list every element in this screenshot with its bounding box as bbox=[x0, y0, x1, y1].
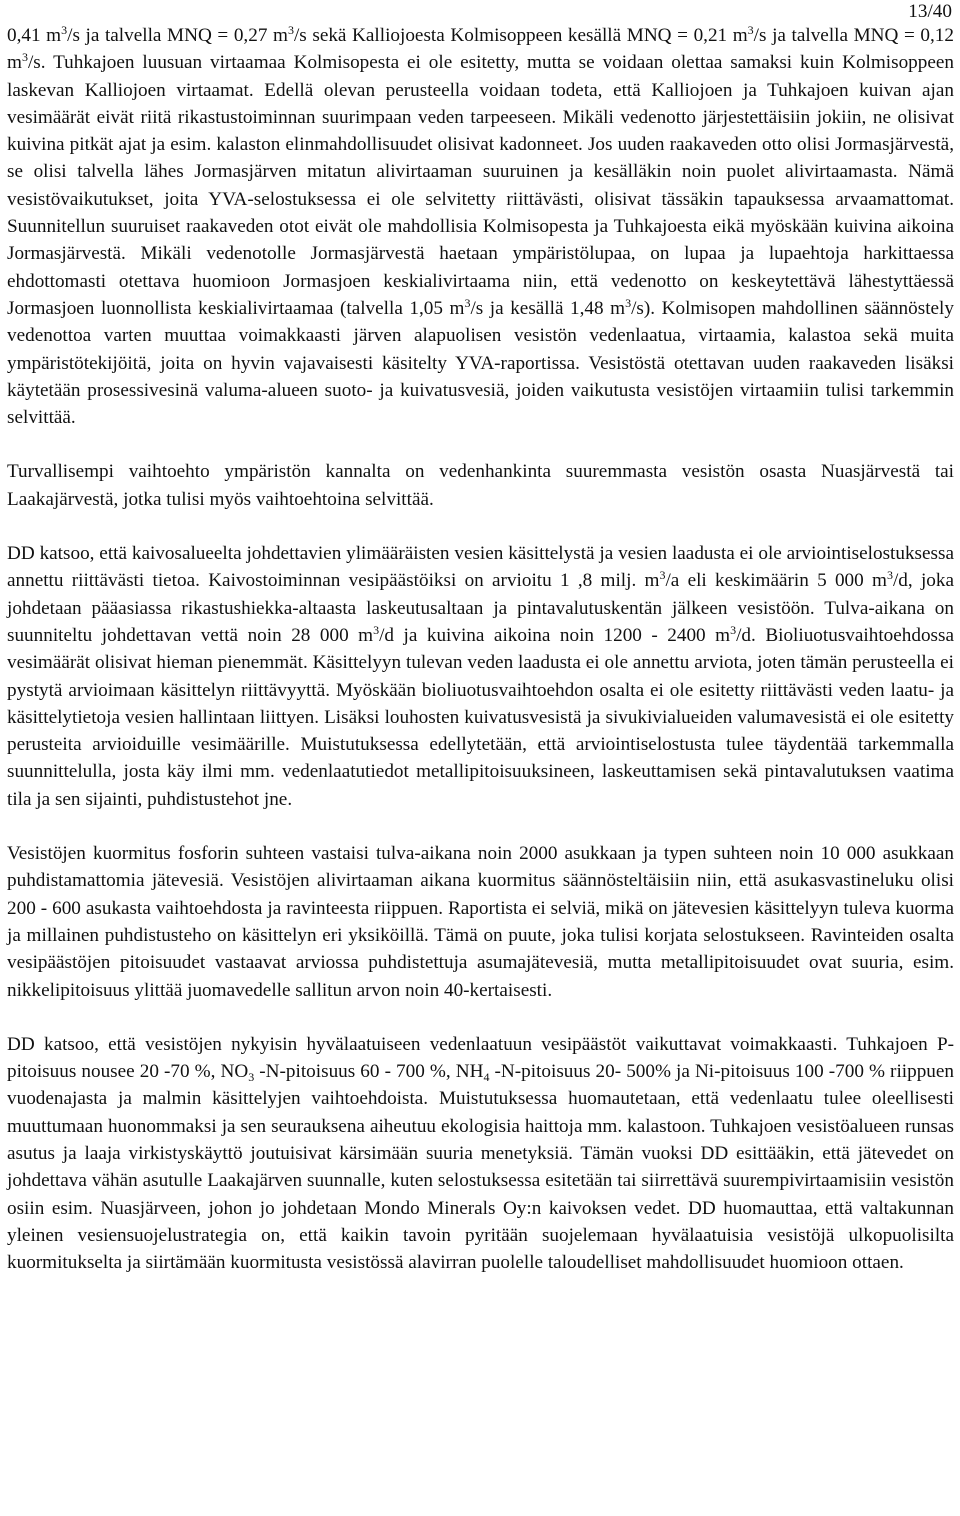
body-text bbox=[7, 0, 954, 1276]
text-run: /s). Kolmisopen mahdollinen säännöstely vedenottoa varten muuttaa voimakkaasti järven alapuolisen vesistön vedenlaatua, virtaamia, kalastoa sekä muita ympäristötekijöitä, joita on hyvin vajavaisesti käsitelty YVA-raportissa. Vesistöstä otettavan uuden raakaveden lisäksi käytetään prosessivesinä valuma-alueen suoto- ja kuivatusvesiä, joiden vaikutusta vesistöjen virtaamiin tulisi tarkemmin selvittää. bbox=[7, 297, 954, 429]
text-run: /s ja talvella MNQ = 0,27 m bbox=[67, 25, 288, 46]
paragraph bbox=[7, 540, 954, 813]
superscript: 3 bbox=[373, 622, 380, 637]
subscript: 4 bbox=[483, 1070, 490, 1085]
superscript: 3 bbox=[730, 622, 737, 637]
paragraph bbox=[7, 840, 954, 1004]
paragraph bbox=[7, 458, 954, 513]
text-run: Turvallisempi vaihtoehto ympäristön kannalta on vedenhankinta suuremmasta vesistön osasta Nuasjärvestä tai Laakajärvestä, jotka tulisi myös vaihtoehtoina selvittää. bbox=[7, 461, 954, 510]
text-run: /d ja kuivina aikoina noin 1200 - 2400 m bbox=[379, 624, 731, 646]
page-number: 13/40 bbox=[908, 1, 952, 22]
superscript: 3 bbox=[747, 23, 754, 37]
text-run: Vesistöjen kuormitus fosforin suhteen vastaisi tulva-aikana noin 2000 asukkaan ja typen suhteen noin 10 000 asukkaan puhdistamattomia jätevesiä. Vesistöjen alivirtaaman aikana kuormitus säännösteltäisiin niin, että asukasvastineluku olisi 200 - 600 asukasta vaihtoehdosta ja ravinteesta riippuen. Raportista ei selviä, mikä on jätevesien käsittelyyn tuleva kuorma ja millainen puhdistusteho on käsittelyn eri yksiköillä. Tämä on puute, joka tulisi korjata selostukseen. Ravinteiden osalta vesipäästöjen pitoisuudet vastaavat arviossa puhdistettuja asumajätevesiä, mutta metallipitoisuudet ovat suuria, esim. nikkelipitoisuus ylittää juomavedelle sallitun arvon noin 40-kertaisesti. bbox=[7, 843, 954, 1001]
paragraph bbox=[7, 1031, 954, 1277]
superscript: 3 bbox=[61, 23, 68, 37]
superscript: 3 bbox=[21, 50, 28, 65]
superscript: 3 bbox=[464, 295, 471, 310]
superscript: 3 bbox=[659, 568, 666, 583]
paragraph bbox=[7, 22, 954, 431]
text-run: DD katsoo, että kaivosalueelta johdettavien ylimääräisten vesien käsittelystä ja vesien laadusta ei ole arviointiselostuksessa annettu riittävästi tietoa. Kaivostoiminnan vesipäästöiksi on arvioitu 1 ,8 milj. m bbox=[7, 543, 954, 592]
text-run: /s ja talvella MNQ = 0,12 m bbox=[7, 25, 954, 74]
text-run: 0,41 m bbox=[7, 25, 62, 46]
text-run: /a eli keskimäärin 5 000 m bbox=[665, 570, 887, 592]
superscript: 3 bbox=[625, 295, 632, 310]
subscript: 3 bbox=[248, 1070, 255, 1085]
text-run: /d, joka johdetaan pääasiassa rikastushiekka-altaasta laskeutusaltaan ja pintavalutuskentän jälkeen vesistöön. Tulva-aikana on suunniteltu johdettavan vettä noin 28 000 m bbox=[7, 570, 954, 646]
text-run: DD katsoo, että vesistöjen nykyisin hyvälaatuiseen vedenlaatuun vesipäästöt vaikuttavat voimakkaasti. Tuhkajoen P-pitoisuus nousee 20 -70 %, NO bbox=[7, 1033, 954, 1083]
superscript: 3 bbox=[287, 23, 294, 37]
text-run: /d. Bioliuotusvaihtoehdossa vesimäärät olisivat hieman pienemmät. Käsittelyyn tulevan veden laadusta ei ole annettu arviota, joten tämän perusteella ei pystytä arvioimaan käsittelyn riittävyyttä. Myöskään bioliuotusvaihtoehdon osalta ei ole esitetty riittävästi veden laatu- ja käsittelytietoja vesien hallintaan liittyen. Lisäksi louhosten kuivatusvesistä ja sivukivialueiden valumavesistä ei ole esitetty perusteita arvioiduille vesimäärille. Muistutuksessa edellytetään, että arviointiselostusta tulee täydentää tarkemmalla suunnittelulla, josta käy ilmi mm. vedenlaatutiedot metallipitoisuuksineen, laskeuttamisen sekä pintavalutuksen vaatima tila ja sen sijainti, puhdistustehot jne. bbox=[7, 624, 954, 810]
text-run: -N-pitoisuus 60 - 700 %, NH bbox=[254, 1061, 484, 1083]
superscript: 3 bbox=[886, 568, 893, 583]
text-run: /s ja kesällä 1,48 m bbox=[470, 297, 626, 319]
text-run: -N-pitoisuus 20- 500% ja Ni-pitoisuus 100 -700 % riippuen vuodenajasta ja malmin käsittelyjen vaihtoehdoista. Muistutuksessa huomautetaan, että vedenlaatu tulee oleellisesti muuttumaan huonommaksi ja sen seurauksena aiheutuu ekologisia haittoja mm. kalastoon. Tuhkajoen vesistöalueen runsas asutus ja laaja virkistyskäyttö joutuisivat kärsimään suuria menetyksiä. Tämän vuoksi DD esittääkin, että jätevedet on johdettava vähän asutulle Laakajärven suunnalle, kuten selostuksessa esitetään tai siirrettävä suurempivirtaamisiin vesistön osiin esim. Nuasjärveen, johon jo johdetaan Mondo Minerals Oy:n kaivoksen vedet. DD huomauttaa, että valtakunnan yleinen vesiensuojelustrategia on, että kaikin tavoin pyritään suojelemaan hyvälaatuisia vesistöjä ulkopuolisilta kuormitukselta ja siirtämään kuormitusta vesistössä alavirran puolelle taloudelliset mahdollisuudet huomioon ottaen. bbox=[7, 1061, 954, 1274]
text-run: /s. Tuhkajoen luusuan virtaamaa Kolmisopesta ei ole esitetty, mutta se voidaan olettaa samaksi kuin Kolmisoppeen laskevan Kalliojoen virtaamat. Edellä olevan perusteella voidaan todeta, että Kalliojoen ja Tuhkajoen kuivan ajan vesimäärät eivät riitä rikastustoiminnan suurimpaan veden tarpeeseen. Mikäli vedenotto järjestettäisiin jokiin, ne olisivat kuivina pitkät ajat ja esim. kalaston elinmahdollisuudet olisivat kadonneet. Jos uuden raakaveden otto olisi Jormasjärvestä, se olisi talvella lähes Jormasjärven mitatun alivirtaaman suuruinen ja kesälläkin noin puolet alivirtaamasta. Nämä vesistövaikutukset, joita YVA-selostuksessa ei ole selvitetty riittävästi, olisivat tässäkin tapauksessa arvaamattomat. Suunnitellun suuruiset raakaveden otot eivät ole mahdollisia Kolmisopesta ja Tuhkajoesta eikä myöskään kuivina aikoina Jormasjärvestä. Mikäli vedenotolle Jormasjärvestä haetaan ympäristölupaa, on lupaa ja lupaehtoja harkittaessa ehdottomasti otettava huomioon Jormasjoen keskialivirtaama niin, että vedenotto on keskeytettävä lähestyttäessä Jormasjoen luonnollista keskialivirtaamaa (talvella 1,05 m bbox=[7, 52, 954, 319]
text-run: /s sekä Kalliojoesta Kolmisoppeen kesällä MNQ = 0,21 m bbox=[293, 25, 748, 46]
